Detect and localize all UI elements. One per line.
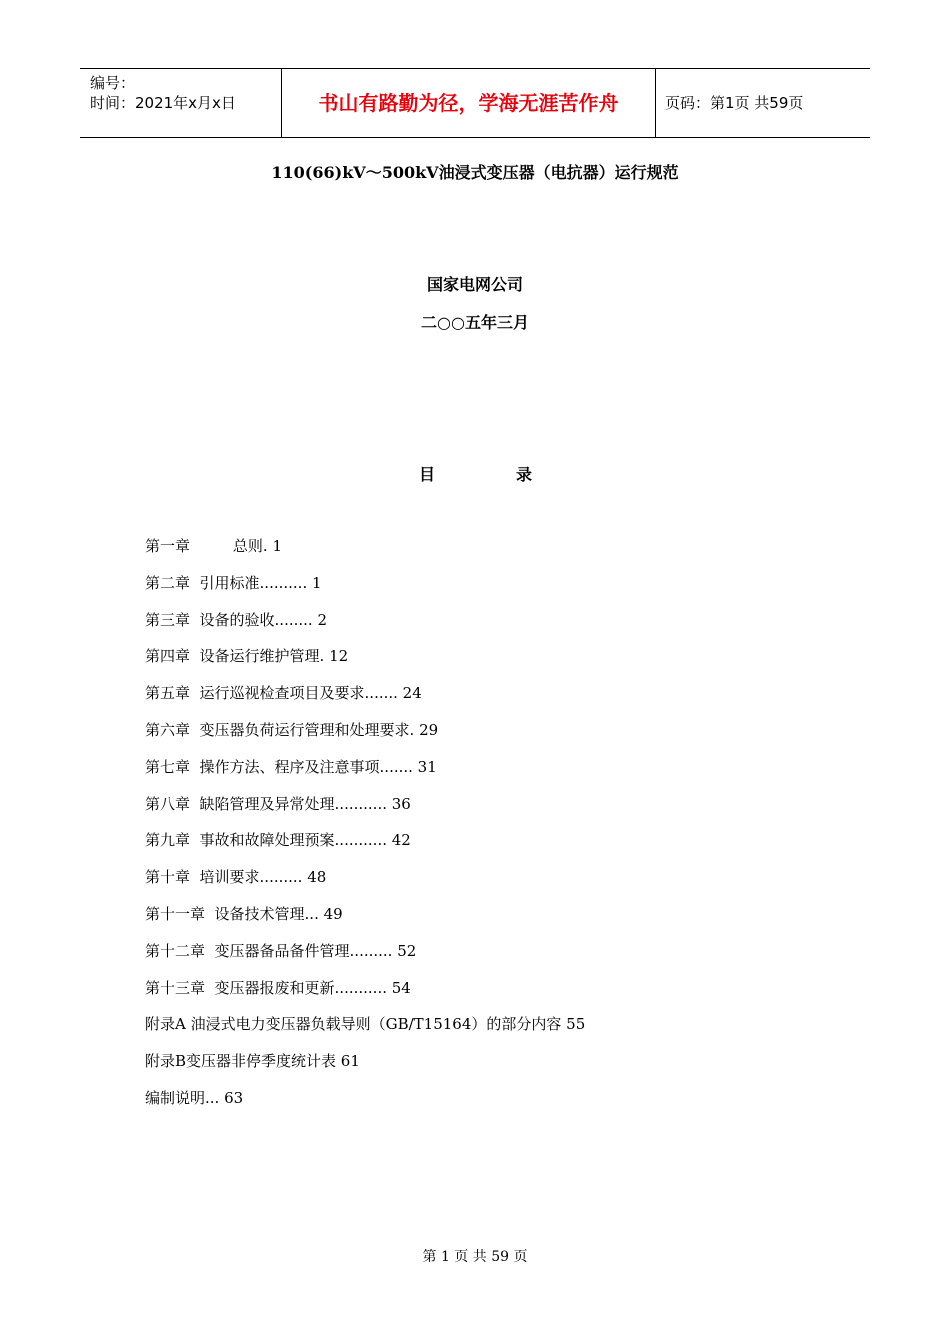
document-title: 110(66)kV～500kV油浸式变压器（电抗器）运行规范 [271, 163, 679, 182]
toc-item[interactable]: 第九章 事故和故障处理预案........... 42 [145, 831, 411, 850]
page-footer: 第 1 页 共 59 页 [422, 1249, 528, 1265]
document-time-label: 时间：2021年x月x日 [90, 94, 236, 112]
toc-item[interactable]: 第一章 总则. 1 [145, 537, 282, 555]
toc-item[interactable]: 第三章 设备的验收........ 2 [145, 610, 327, 629]
document-number-label: 编号： [90, 74, 136, 92]
toc-item[interactable]: 第七章 操作方法、程序及注意事项....... 31 [145, 757, 437, 776]
toc-item[interactable]: 第六章 变压器负荷运行管理和处理要求. 29 [145, 720, 439, 739]
header-meta [80, 69, 281, 137]
toc-item[interactable]: 第十章 培训要求......... 48 [145, 868, 327, 887]
table-of-contents [145, 534, 845, 1123]
header-page-info: 页码：第1页 共59页 [665, 94, 804, 112]
toc-item[interactable]: 第十三章 变压器报废和更新........... 54 [145, 978, 411, 997]
toc-heading-part-2: 录 [516, 465, 533, 484]
header-page-cell [655, 69, 870, 137]
page-header [80, 68, 870, 138]
toc-item[interactable]: 第十二章 变压器备品备件管理......... 52 [145, 941, 417, 960]
toc-item[interactable]: 附录B变压器非停季度统计表 61 [145, 1052, 360, 1071]
toc-item[interactable]: 附录A 油浸式电力变压器负载导则（GB/T15164）的部分内容 55 [145, 1015, 586, 1034]
toc-item[interactable]: 第四章 设备运行维护管理. 12 [145, 647, 349, 666]
header-motto-cell [281, 69, 656, 137]
toc-item[interactable]: 第十一章 设备技术管理... 49 [145, 904, 343, 923]
toc-item[interactable]: 第五章 运行巡视检查项目及要求....... 24 [145, 684, 422, 703]
header-motto: 书山有路勤为径，学海无涯苦作舟 [318, 91, 619, 115]
toc-item[interactable]: 第八章 缺陷管理及异常处理........... 36 [145, 794, 411, 813]
organization-name: 国家电网公司 [426, 275, 523, 294]
document-date: 二○○五年三月 [421, 313, 529, 332]
toc-heading-part-1: 目 [419, 465, 436, 484]
toc-item[interactable]: 第二章 引用标准.......... 1 [145, 573, 322, 592]
toc-item[interactable]: 编制说明... 63 [145, 1088, 244, 1107]
